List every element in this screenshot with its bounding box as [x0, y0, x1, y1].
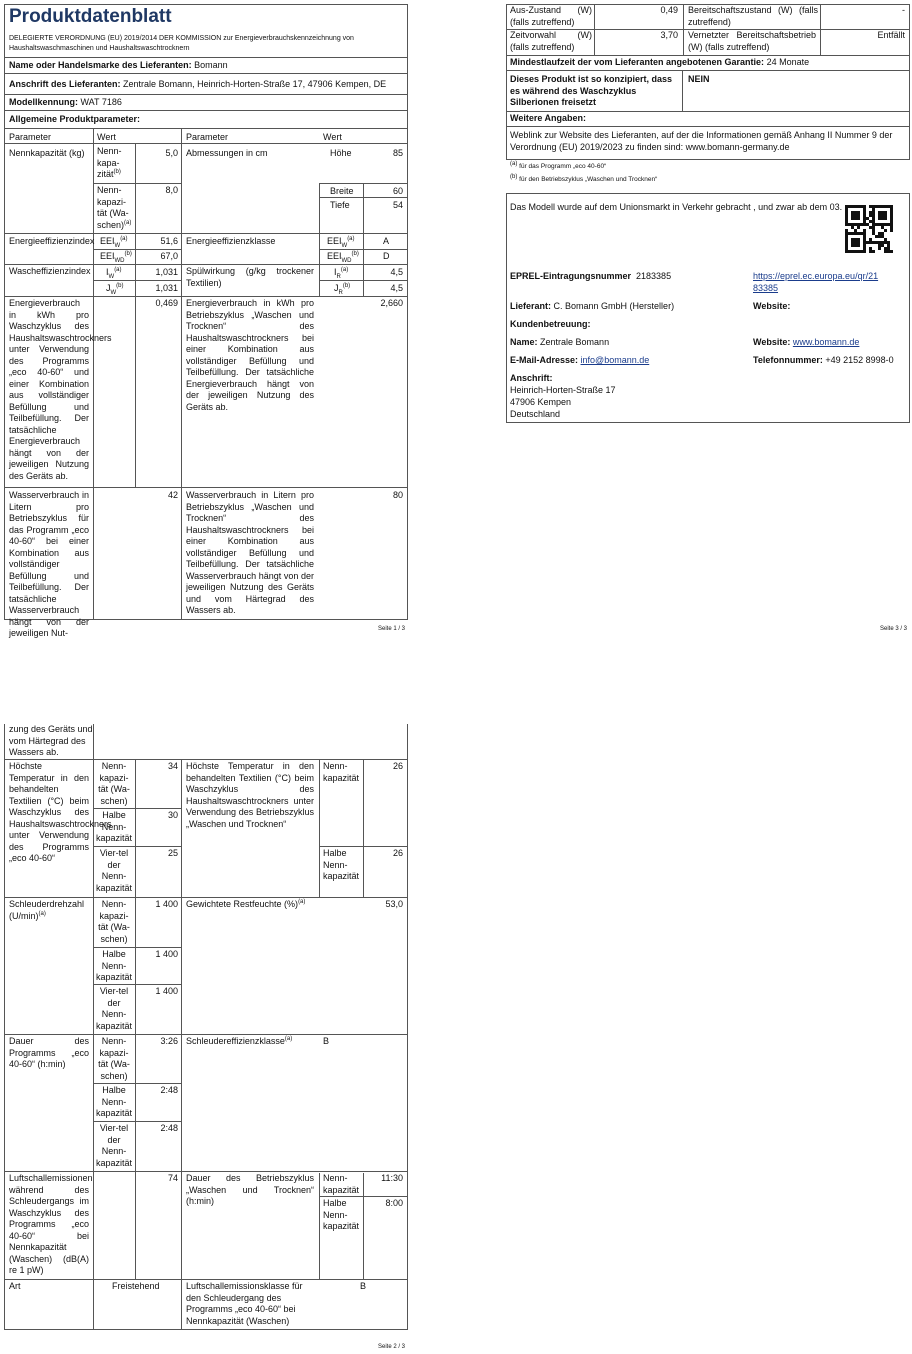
website-label: Website: — [753, 301, 791, 311]
footnote-a: $^{(a)}$ für das Programm „eco 40-60“ — [510, 160, 607, 170]
dur-dry-label: Dauer des Betriebszyklus „Waschen und Trocknen“ (h:min) — [186, 1173, 314, 1206]
website2-link[interactable]: www.bomann.de — [792, 337, 860, 347]
page-3 — [500, 0, 912, 640]
duration-label: Dauer des Programms „eco 40-60“ (h:min) — [9, 1036, 89, 1069]
col-header-value2: Wert — [323, 132, 342, 142]
energy-wash-val: 0,469 — [155, 298, 178, 308]
type-label: Art — [9, 1281, 21, 1291]
jr-label: $J_R^{(b)}$ — [334, 283, 351, 296]
duration-quarter: 2:48 — [160, 1123, 178, 1133]
page-2 — [0, 720, 410, 1354]
water-wash-label: Wasserverbrauch in Litern pro Betriebszyklus für das Programm „eco 40-60“ bei einer Kombination aus vollständiger Befüllung und Teilbefüllung. Der tatsächliche Wasserverbrauch hängt von der jeweiligen Nut- — [9, 490, 89, 638]
temp-half: 30 — [167, 810, 178, 820]
email-row: E-Mail-Adresse: info@bomann.de — [510, 355, 650, 365]
duration-quarter-cap: Vier-tel der Nenn-kapazität — [95, 1123, 133, 1168]
address-row: Anschrift des Lieferanten: Zentrale Bomann, Heinrich-Horten-Straße 17, 47906 Kempen, DE — [9, 79, 387, 89]
duration-rated: 3:26 — [160, 1036, 178, 1046]
col-header-param: Parameter — [9, 132, 52, 142]
dur-dry-half: 8:00 — [385, 1198, 403, 1208]
weblink-text: Weblink zur Website des Lieferanten, auf der die Informationen gemäß Anhang II Nummer 9 der Verordnung (EU) 2019/2023 zu finden sind: www.bomann-germany.de — [510, 130, 893, 152]
network-label: Vernetzter Bereitschaftsbetrieb (W) (falls zutreffend) — [688, 30, 816, 52]
energy-dry-val: 2,660 — [380, 298, 403, 308]
temp-label: Höchste Temperatur in den behandelten Textilien (°C) beim Waschzyklus des Haushaltswaschtrockners unter Verwendung des Programms „eco 40-60“ — [9, 761, 112, 863]
page-number-3: Seite 3 / 3 — [880, 626, 908, 632]
height-value: 85 — [392, 148, 403, 158]
width-label: Breite — [330, 186, 354, 196]
capacity-sub2: Nenn-kapazi-tät (Wa-schen)$^{(a)}$ — [97, 185, 132, 230]
dur-dry-rated: 11:30 — [381, 1173, 403, 1183]
spin-quarter-cap: Vier-tel der Nenn-kapazität — [95, 986, 133, 1031]
spin-class-val: B — [323, 1036, 330, 1046]
duration-half-cap: Halbe Nenn-kapazität — [95, 1085, 133, 1118]
ir-val: 4,5 — [390, 267, 403, 277]
energy-wash-label: Energieverbrauch in kWh pro Waschzyklus des Haushaltswaschtrockners unter Verwendung des Programms „eco 40-60“ und einer Kombination aus vollständiger Befüllung und Teilbefüllung. Der tatsächliche Energieverbrauch hängt von der jeweiligen Nutzung des Geräts ab. — [9, 298, 112, 481]
delay-label: Zeitvorwahl (W) (falls zutreffend) — [510, 30, 592, 52]
energy-dry-label: Energieverbrauch in kWh pro Betriebszyklus „Waschen und Trocknen“ des Haushaltswaschtrockners bei einer Kombination aus vollständiger Befüllung und Teilbefüllung. Der tatsächliche Energieverbrauch hängt von der jeweiligen Nutzung des Geräts ab. — [186, 298, 314, 412]
moisture-label: Gewichtete Restfeuchte (%)$^{(a)}$ — [186, 899, 306, 909]
spin-rated-cap: Nenn-kapazi-tät (Wa-schen) — [98, 899, 130, 944]
noise-label: Luftschallemissionen während des Schleudergangs im Waschzyklus des Programms „eco 40-60“ bei Nennkapazität (Waschen) (dB(A) re 1 pW) — [9, 1173, 93, 1275]
phone-row: Telefonnummer: +49 2152 8998-0 — [753, 355, 894, 365]
general-params-label: Allgemeine Produktparameter: — [9, 114, 141, 124]
more-label: Weitere Angaben: — [510, 113, 587, 123]
name-row: Name: Zentrale Bomann — [510, 337, 610, 347]
height-label: Höhe — [330, 148, 352, 158]
depth-label: Tiefe — [330, 200, 350, 210]
page-number-1: Seite 1 / 3 — [378, 626, 406, 632]
temp-dry-half-cap: Halbe Nenn-kapazität — [323, 848, 360, 881]
spin-class-label: Schleudereffizienzklasse$^{(a)}$ — [186, 1036, 293, 1046]
market-text: Das Modell wurde auf dem Unionsmarkt in Verkehr gebracht , und zwar ab dem 03. — [510, 202, 843, 212]
addr-line1: Heinrich-Horten-Straße 17 — [510, 385, 616, 395]
brand-row: Name oder Handelsmarke des Lieferanten: Bomann — [9, 60, 228, 70]
jr-val: 4,5 — [390, 283, 403, 293]
moisture-val: 53,0 — [385, 899, 403, 909]
regulation-text: DELEGIERTE VERORDNUNG (EU) 2019/2014 DER KOMMISSION zur Energieverbrauchskennzeichnung von Haushaltswaschmaschinen und Haushaltswaschtrocknern — [9, 35, 354, 52]
iw-val: 1,031 — [155, 267, 178, 277]
service-label: Kundenbetreuung: — [510, 319, 591, 329]
capacity-label: Nennkapazität (kg) — [9, 148, 85, 158]
eclass-wd: $EEI_{WD}^{(b)}$ — [327, 251, 359, 264]
eclass-w-val: A — [383, 236, 390, 246]
type-val: Freistehend — [112, 1281, 160, 1291]
eclass-w: $EEI_W^{(a)}$ — [327, 236, 355, 249]
capacity-val2: 8,0 — [165, 185, 178, 195]
wash-index-label: Wascheffizienzindex — [9, 266, 91, 276]
depth-value: 54 — [392, 200, 403, 210]
spin-rated: 1 400 — [155, 899, 178, 909]
email-link[interactable]: info@bomann.de — [580, 355, 650, 365]
eei-w-val: 51,6 — [160, 236, 178, 246]
duration-half: 2:48 — [160, 1085, 178, 1095]
noise-class-label: Luftschallemissionsklasse für den Schleudergang des Programms „eco 40-60“ bei Nennkapazität (Waschen) — [186, 1281, 303, 1326]
iw-label: $I_W^{(a)}$ — [106, 267, 122, 280]
temp-quarter-cap: Vier-tel der Nenn-kapazität — [95, 848, 133, 893]
addr-line3: Deutschland — [510, 409, 561, 419]
spin-half-cap: Halbe Nenn-kapazität — [95, 949, 133, 982]
supplier-row: Lieferant: C. Bomann GmbH (Hersteller) — [510, 301, 675, 311]
eclass-label: Energieeffizienzklasse — [186, 236, 276, 246]
spin-quarter: 1 400 — [155, 986, 178, 996]
eprel-row: EPREL-Eintragungsnummer 2183385 — [510, 271, 672, 281]
page-1 — [0, 0, 410, 640]
capacity-sub1: Nenn-kapa-zität$^{(b)}$ — [97, 146, 122, 179]
addr-line2: 47906 Kempen — [510, 397, 572, 407]
warranty-row: Mindestlaufzeit der vom Lieferanten angebotenen Garantie: 24 Monate — [510, 57, 810, 67]
water-dry-val: 80 — [392, 490, 403, 500]
page-title: Produktdatenblatt — [9, 6, 172, 27]
temp-dry-rated-cap: Nenn-kapazität — [323, 761, 360, 783]
spin-half: 1 400 — [155, 949, 178, 959]
silver-val: NEIN — [688, 74, 710, 84]
capacity-val1: 5,0 — [165, 148, 178, 158]
website2-row: Website: www.bomann.de — [753, 337, 860, 347]
off-val: 0,49 — [660, 5, 678, 15]
delay-val: 3,70 — [660, 30, 678, 40]
temp-dry-half: 26 — [392, 848, 403, 858]
temp-rated: 34 — [167, 761, 178, 771]
network-val: Entfällt — [877, 30, 905, 40]
off-label: Aus-Zustand (W) (falls zutreffend) — [510, 5, 592, 27]
standby-label: Bereitschaftszustand (W) (falls zutreffend) — [688, 5, 818, 27]
ir-label: $I_R^{(a)}$ — [334, 267, 349, 280]
water-dry-label: Wasserverbrauch in Litern pro Betriebszyklus „Waschen und Trocknen“ des Haushaltswaschtrockners bei einer Kombination aus vollständiger Befüllung und Teilbefüllung. Der tatsächliche Wasserverbrauch hängt von der jeweiligen Nutzung des Geräts und vom Härtegrad des Wassers ab. — [186, 490, 314, 615]
temp-quarter: 25 — [167, 848, 178, 858]
jw-val: 1,031 — [155, 283, 178, 293]
water-wash-val: 42 — [167, 490, 178, 500]
noise-val: 74 — [167, 1173, 178, 1183]
duration-rated-cap: Nenn-kapazi-tät (Wa-schen) — [98, 1036, 130, 1081]
standby-val: - — [902, 5, 905, 15]
spin-label: Schleuderdrehzahl $(U/\min)^{(a)}$ — [9, 899, 85, 921]
eei-wd-val: 67,0 — [160, 251, 178, 261]
silver-label: Dieses Produkt ist so konzipiert, dass es während des Waschzyklus Silberionen freisetzt — [510, 74, 673, 107]
eei-w: $EEI_W^{(a)}$ — [100, 236, 128, 249]
page-number-2: Seite 2 / 3 — [378, 1344, 406, 1350]
temp-rated-cap: Nenn-kapazi-tät (Wa-schen) — [98, 761, 130, 806]
model-row: Modellkennung: WAT 7186 — [9, 97, 122, 107]
temp-dry-label: Höchste Temperatur in den behandelten Textilien (°C) beim Waschzyklus des Haushaltswaschtrockners unter Verwendung des Betriebszyklus „Waschen und Trocknen“ — [186, 761, 314, 829]
weblink-url[interactable]: www.bomann-germany.de — [685, 141, 790, 152]
eei-label: Energieeffizienzindex — [9, 236, 95, 246]
eclass-wd-val: D — [383, 251, 390, 261]
dur-dry-rated-cap: Nenn-kapazität — [323, 1173, 360, 1195]
qr-code-icon — [845, 205, 893, 253]
eprel-url[interactable]: https://eprel.ec.europa.eu/qr/21 — [753, 271, 879, 281]
eprel-url-cont[interactable]: 83385 — [753, 283, 779, 293]
rinse-label: Spülwirkung (g/kg trockener Textilien) — [186, 266, 314, 288]
col-header-param2: Parameter — [186, 132, 229, 142]
eei-wd: $EEI_{WD}^{(b)}$ — [100, 251, 132, 264]
dimensions-label: Abmessungen in cm — [186, 148, 268, 158]
col-header-value: Wert — [97, 132, 116, 142]
water-cont-text: zung des Geräts und vom Härtegrad des Wassers ab. — [9, 724, 93, 757]
addr-label: Anschrift: — [510, 373, 553, 383]
footnote-b: $^{(b)}$ für den Betriebszyklus „Waschen und Trocknen“ — [510, 173, 658, 183]
temp-half-cap: Halbe Nenn-kapazität — [95, 810, 133, 843]
dur-dry-half-cap: Halbe Nenn-kapazität — [323, 1198, 360, 1231]
temp-dry-rated: 26 — [392, 761, 403, 771]
noise-class-val: B — [360, 1281, 367, 1291]
jw-label: $J_W^{(b)}$ — [106, 283, 124, 296]
width-value: 60 — [392, 186, 403, 196]
